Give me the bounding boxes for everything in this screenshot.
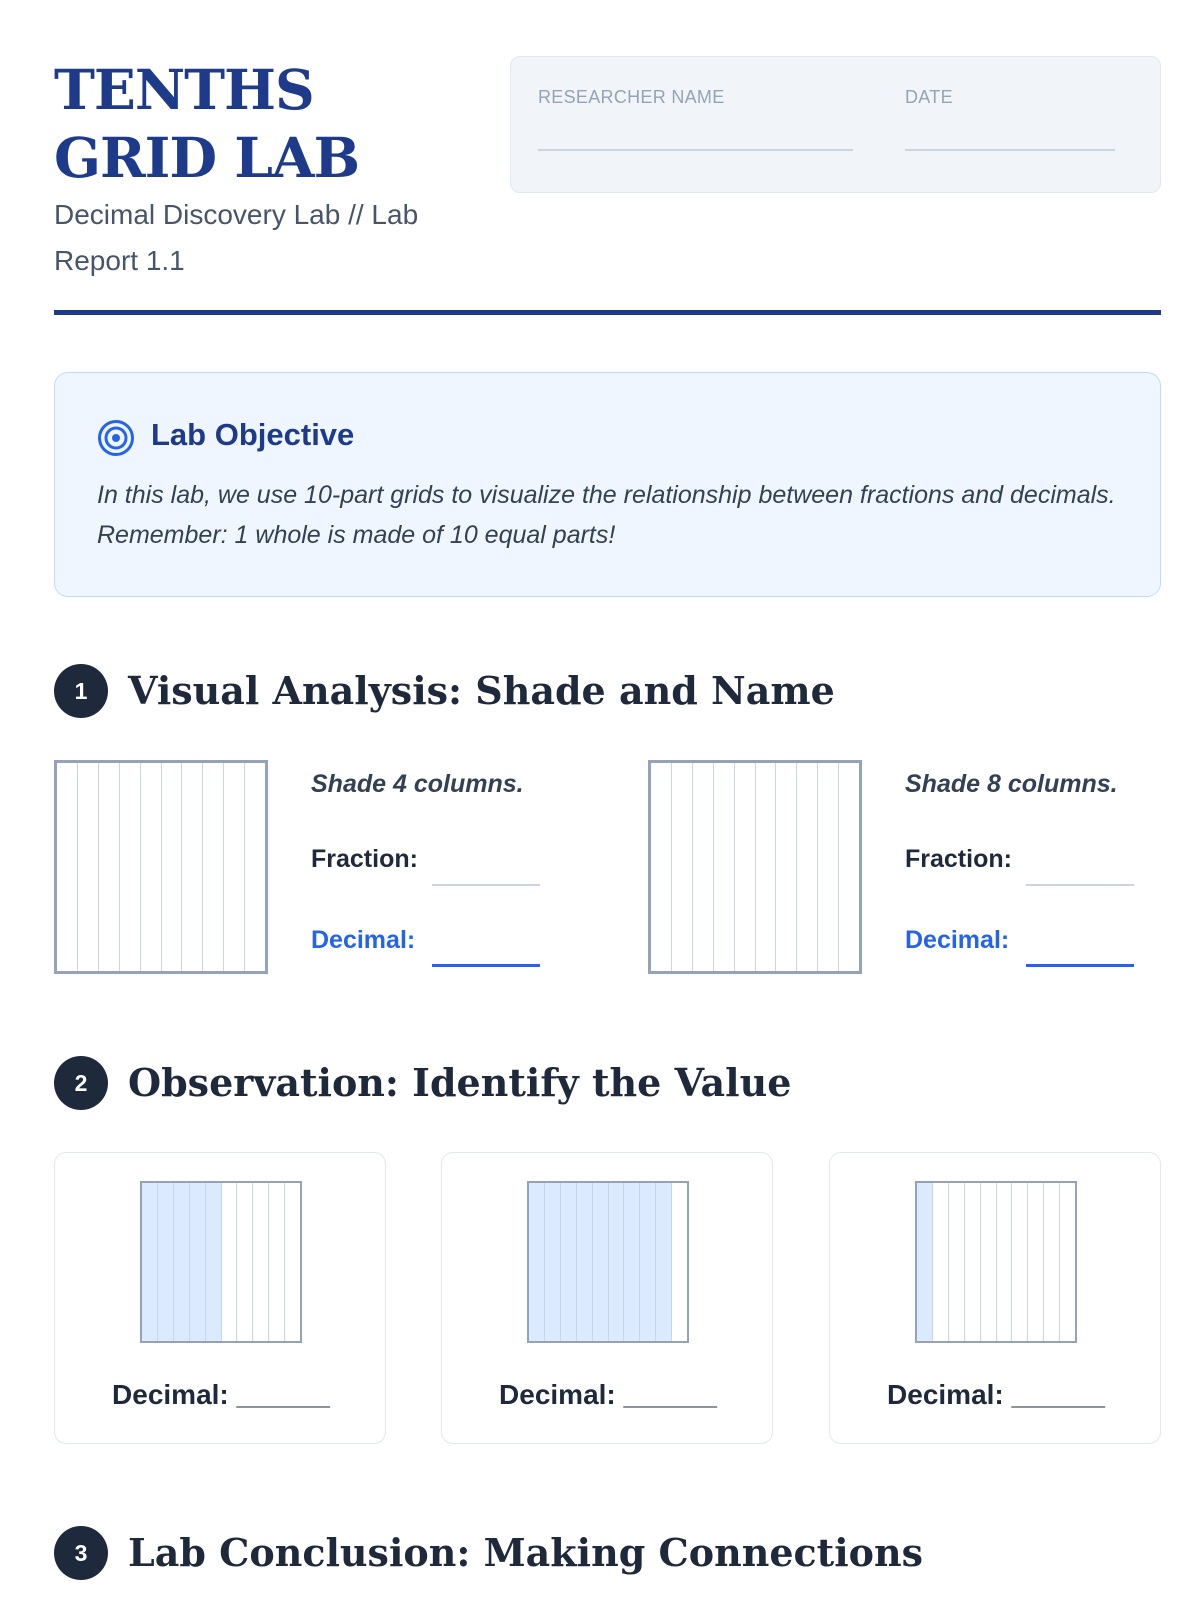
value-card-2-label: Decimal: ______ bbox=[499, 1379, 717, 1410]
grid-column bbox=[933, 1183, 949, 1341]
fraction-answer-line-1[interactable] bbox=[432, 884, 540, 886]
date-label: DATE bbox=[905, 87, 953, 107]
grid-column[interactable] bbox=[714, 763, 735, 971]
value-card-2 bbox=[441, 1152, 773, 1444]
decimal-label-2: Decimal: bbox=[905, 926, 1010, 954]
value-card-1 bbox=[54, 1152, 386, 1444]
grid-column bbox=[981, 1183, 997, 1341]
date-field[interactable] bbox=[905, 149, 1115, 151]
grid-column bbox=[237, 1183, 253, 1341]
grid-column-shaded bbox=[917, 1183, 933, 1341]
header-divider bbox=[54, 310, 1161, 315]
grid-column[interactable] bbox=[182, 763, 203, 971]
section-3-heading bbox=[54, 1526, 1161, 1582]
value-card-3-label: Decimal: ______ bbox=[887, 1379, 1105, 1410]
grid-column[interactable] bbox=[839, 763, 859, 971]
grid-column[interactable] bbox=[99, 763, 120, 971]
grid-column[interactable] bbox=[245, 763, 265, 971]
section-2-title: Observation: Identify the Value bbox=[128, 1060, 792, 1105]
fraction-label-1: Fraction: bbox=[311, 845, 418, 873]
grid-column-shaded bbox=[529, 1183, 545, 1341]
decimal-label-1: Decimal: bbox=[311, 926, 416, 954]
header bbox=[54, 56, 1161, 316]
value-grid-3 bbox=[915, 1181, 1077, 1343]
section-3-number: 3 bbox=[54, 1526, 108, 1580]
grid-column-shaded bbox=[640, 1183, 656, 1341]
value-card-1-label: Decimal: ______ bbox=[112, 1379, 330, 1410]
grid-column[interactable] bbox=[672, 763, 693, 971]
grid-column bbox=[269, 1183, 285, 1341]
worksheet-page bbox=[54, 0, 1161, 1600]
grid-column[interactable] bbox=[141, 763, 162, 971]
grid-column[interactable] bbox=[78, 763, 99, 971]
fraction-answer-line-2[interactable] bbox=[1026, 884, 1134, 886]
grid-column bbox=[997, 1183, 1013, 1341]
grid-column[interactable] bbox=[162, 763, 183, 971]
grid-column-shaded bbox=[561, 1183, 577, 1341]
page-title: TENTHS GRID LAB bbox=[54, 57, 360, 190]
grid-column[interactable] bbox=[57, 763, 78, 971]
researcher-name-label: RESEARCHER NAME bbox=[538, 87, 725, 107]
lab-objective-box bbox=[54, 372, 1161, 597]
grid-column[interactable] bbox=[735, 763, 756, 971]
grid-column-shaded bbox=[593, 1183, 609, 1341]
grid-column bbox=[1028, 1183, 1044, 1341]
grid-column[interactable] bbox=[224, 763, 245, 971]
grid-column[interactable] bbox=[756, 763, 777, 971]
section-3-title: Lab Conclusion: Making Connections bbox=[128, 1530, 924, 1575]
grid-column[interactable] bbox=[120, 763, 141, 971]
grid-column-shaded bbox=[545, 1183, 561, 1341]
grid-column-shaded bbox=[577, 1183, 593, 1341]
grid-column bbox=[672, 1183, 687, 1341]
grid-column bbox=[1060, 1183, 1075, 1341]
page-subtitle: Decimal Discovery Lab // Lab Report 1.1 bbox=[54, 199, 419, 276]
grid-column bbox=[1012, 1183, 1028, 1341]
grid-column-shaded bbox=[190, 1183, 206, 1341]
target-icon bbox=[97, 419, 135, 457]
value-grid-1 bbox=[140, 1181, 302, 1343]
grid-column-shaded bbox=[656, 1183, 672, 1341]
grid-column-shaded bbox=[609, 1183, 625, 1341]
shade-grid-2[interactable] bbox=[648, 760, 862, 974]
grid-column[interactable] bbox=[651, 763, 672, 971]
grid-column bbox=[253, 1183, 269, 1341]
grid-column-shaded bbox=[158, 1183, 174, 1341]
researcher-info-box bbox=[510, 56, 1161, 193]
grid-column[interactable] bbox=[797, 763, 818, 971]
shade-grid-1[interactable] bbox=[54, 760, 268, 974]
grid-column bbox=[965, 1183, 981, 1341]
grid-column[interactable] bbox=[203, 763, 224, 971]
instruction-2: Shade 8 columns. bbox=[905, 770, 1118, 798]
grid-column-shaded bbox=[206, 1183, 222, 1341]
grid-column bbox=[285, 1183, 300, 1341]
fraction-label-2: Fraction: bbox=[905, 845, 1012, 873]
section-1-heading bbox=[54, 664, 1161, 720]
value-card-3 bbox=[829, 1152, 1161, 1444]
grid-column[interactable] bbox=[818, 763, 839, 971]
grid-column bbox=[1044, 1183, 1060, 1341]
instruction-1: Shade 4 columns. bbox=[311, 770, 524, 798]
section-2-number: 2 bbox=[54, 1056, 108, 1110]
grid-column bbox=[949, 1183, 965, 1341]
grid-column[interactable] bbox=[776, 763, 797, 971]
objective-title: Lab Objective bbox=[151, 417, 355, 452]
grid-column-shaded bbox=[142, 1183, 158, 1341]
decimal-answer-line-2[interactable] bbox=[1026, 964, 1134, 967]
objective-text: In this lab, we use 10-part grids to visualize the relationship between fractions and decimals. Remember: 1 whole is made of 10 equal parts! bbox=[97, 481, 1116, 549]
section-1-title: Visual Analysis: Shade and Name bbox=[128, 668, 835, 713]
grid-column-shaded bbox=[174, 1183, 190, 1341]
grid-column bbox=[222, 1183, 238, 1341]
grid-column[interactable] bbox=[693, 763, 714, 971]
section-2-heading bbox=[54, 1056, 1161, 1112]
decimal-answer-line-1[interactable] bbox=[432, 964, 540, 967]
researcher-name-field[interactable] bbox=[538, 149, 853, 151]
value-grid-2 bbox=[527, 1181, 689, 1343]
grid-column-shaded bbox=[624, 1183, 640, 1341]
section-1-number: 1 bbox=[54, 664, 108, 718]
